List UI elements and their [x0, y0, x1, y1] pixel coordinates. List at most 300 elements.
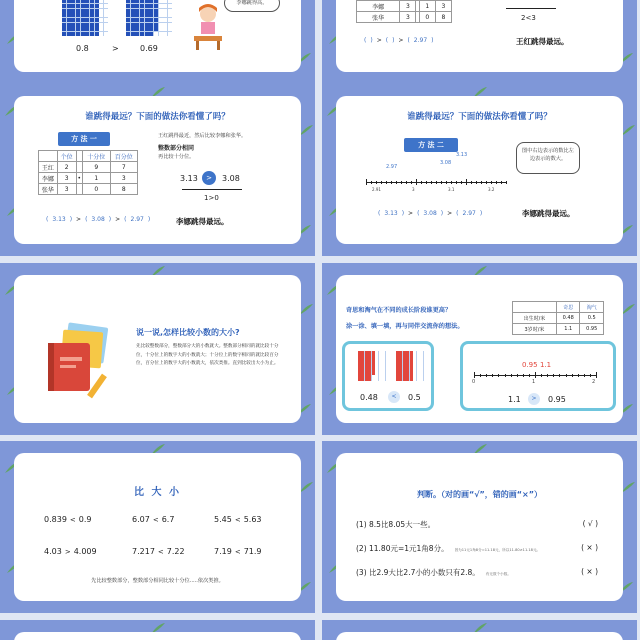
question-1: 奇思和淘气在不同的成长阶段谁更高？	[346, 307, 452, 314]
judge-row	[356, 567, 511, 578]
compare-item	[214, 515, 262, 524]
table-cell: 7	[110, 162, 137, 173]
tick	[466, 179, 467, 185]
grid-cell	[140, 0, 144, 3]
question-title: 谁跳得最远？下面的做法你看懂了吗？	[407, 112, 552, 122]
item-op: <	[234, 516, 241, 524]
grid-cell	[67, 9, 71, 13]
grid-cell	[154, 13, 158, 17]
tick	[572, 374, 573, 377]
header-cell: 个位	[57, 151, 76, 162]
comparison-op: >	[112, 44, 119, 53]
grid-cell	[149, 9, 153, 13]
table-cell: 1.1	[556, 324, 580, 335]
method-tag: 方 法 一	[58, 132, 110, 146]
grid-cell	[62, 32, 66, 36]
place-value-table	[356, 0, 452, 23]
grid-cell	[126, 27, 130, 31]
grid-cell	[90, 4, 94, 8]
slide-1[interactable]	[0, 0, 315, 84]
grid-cell	[159, 9, 163, 13]
table-row	[357, 1, 452, 12]
tick	[396, 181, 397, 184]
chain-token: (	[417, 210, 420, 217]
books-illustration	[44, 321, 124, 401]
judge-note: 因为11元1角8分=11.18元，所以11.80≠11.18元。	[454, 548, 541, 552]
grid-cell	[76, 18, 80, 22]
tick	[386, 181, 387, 184]
table-cell: 0.48	[556, 313, 580, 324]
label-3.13: 3.13	[456, 152, 468, 158]
grid-cell	[163, 13, 167, 17]
chain-token: >	[447, 210, 453, 217]
judge-note: 有无数个小数。	[485, 572, 511, 576]
grid-cell	[135, 13, 139, 17]
hint-bubble: 图中右边表示的数比左边表示的数大。	[516, 142, 580, 174]
chain-token: )	[69, 216, 73, 223]
grid-cell	[71, 9, 75, 13]
table-cell: 0	[419, 12, 435, 23]
tick	[406, 181, 407, 184]
tick	[371, 181, 372, 184]
grid-cell	[76, 32, 80, 36]
tick	[481, 181, 482, 184]
chain-token: 3.08	[91, 216, 105, 223]
grid-cell	[76, 27, 80, 31]
table-cell: 1	[419, 1, 435, 12]
place-value-table	[38, 150, 138, 195]
axis-2: 2	[592, 379, 596, 385]
chain-token: )	[147, 216, 151, 223]
grid-cell	[149, 27, 153, 31]
tick	[474, 372, 475, 378]
item-right: 71.9	[243, 547, 262, 556]
tick	[553, 374, 554, 377]
grid-cell	[135, 0, 139, 3]
grid-cell	[62, 23, 66, 27]
chain-token: 2.97	[130, 216, 144, 223]
tick	[578, 374, 579, 377]
grid-cell	[85, 0, 89, 3]
grid-cell	[140, 32, 144, 36]
tick	[401, 181, 402, 184]
slide-7-card	[14, 453, 301, 601]
grid-cell	[135, 18, 139, 22]
grid-cell	[85, 27, 89, 31]
grid-cell	[76, 9, 80, 13]
chain-token: 2.97	[462, 210, 476, 217]
item-op: <	[157, 548, 164, 556]
grid-cell	[81, 18, 85, 22]
brace-line	[506, 8, 556, 9]
tick	[523, 374, 524, 377]
winner-text: 王红跳得最远。	[516, 37, 569, 46]
left-b: 0.5	[408, 393, 421, 402]
tick	[506, 181, 507, 184]
axis-1: 1	[532, 379, 536, 385]
tick	[498, 374, 499, 377]
item-left: 7.19	[214, 547, 232, 556]
table-row	[39, 184, 138, 195]
table-cell: 3	[110, 173, 137, 184]
axis-3: 3	[412, 187, 415, 192]
grid-cell	[145, 23, 149, 27]
grid-cell	[163, 4, 167, 8]
grid-cell	[131, 32, 135, 36]
table-cell: 3	[400, 1, 416, 12]
decimal-grid-0.69	[126, 0, 172, 36]
grid-cell	[85, 9, 89, 13]
tick	[431, 181, 432, 184]
slide-5[interactable]	[0, 263, 315, 435]
item-left: 7.217	[132, 547, 155, 556]
grid-cell	[85, 32, 89, 36]
tick	[529, 374, 530, 377]
table-cell: 王红	[39, 162, 58, 173]
grid-cell	[99, 13, 103, 17]
item-op: >	[64, 548, 71, 556]
item-left: 6.07	[132, 515, 150, 524]
grid-cell	[168, 18, 172, 22]
header-cell	[39, 151, 58, 162]
grid-cell	[81, 27, 85, 31]
table-cell: 3	[435, 1, 451, 12]
axis-3.2: 3.2	[488, 187, 495, 192]
grid-cell	[145, 32, 149, 36]
grid-cell	[95, 27, 99, 31]
winner-text: 李娜跳得最远。	[522, 209, 575, 218]
chain-token: (	[46, 216, 49, 223]
grid-cell	[149, 4, 153, 8]
grid-cell	[168, 9, 172, 13]
grid-cell	[104, 18, 108, 22]
table-row	[513, 324, 604, 335]
grid-cell	[99, 32, 103, 36]
grid-cell	[140, 4, 144, 8]
grid-cell	[126, 13, 130, 17]
judge-mark[interactable]: ( √ )	[582, 519, 598, 528]
height-table	[512, 301, 604, 335]
grid-cell	[99, 27, 103, 31]
tick	[421, 181, 422, 184]
grid-cell	[90, 18, 94, 22]
grid-cell	[149, 13, 153, 17]
grid-cell	[140, 23, 144, 27]
grid-cell	[95, 9, 99, 13]
right-b: 0.95	[548, 395, 566, 404]
tick	[471, 181, 472, 184]
grid-cell	[90, 23, 94, 27]
grid-cell	[71, 32, 75, 36]
chain-token: 2.97	[413, 37, 428, 44]
grid-cell	[159, 0, 163, 3]
digit-comparison: 2<3	[521, 14, 536, 22]
left-a: 0.48	[360, 393, 378, 402]
tick	[451, 181, 452, 184]
chain	[46, 216, 154, 223]
grid-cell	[71, 18, 75, 22]
slide-6-card	[336, 275, 623, 423]
grid-0.5	[396, 351, 430, 381]
chain	[364, 37, 437, 44]
grid-cell	[81, 4, 85, 8]
chain-token: )	[392, 37, 395, 44]
tick	[584, 374, 585, 377]
tick	[492, 374, 493, 377]
grid-cell	[85, 13, 89, 17]
item-right: 5.63	[243, 515, 262, 524]
table-header	[39, 151, 138, 162]
grid-cell	[62, 0, 66, 3]
chain-token: >	[398, 37, 404, 44]
tick	[480, 374, 481, 377]
table-cell: 0.95	[580, 324, 604, 335]
grid-cell	[126, 32, 130, 36]
grid-cell	[90, 9, 94, 13]
chain-token: (	[364, 37, 367, 44]
chain-token: (	[456, 210, 459, 217]
slide-3[interactable]	[0, 84, 315, 256]
tick	[426, 181, 427, 184]
chain-token: (	[124, 216, 127, 223]
tick	[456, 181, 457, 184]
compare-item	[44, 547, 97, 556]
label-3.08: 3.08	[440, 160, 452, 166]
tick	[491, 181, 492, 184]
tick	[416, 179, 417, 185]
judge-text: (2) 11.80元=1元1角8分。	[356, 544, 449, 553]
chain-token: >	[376, 37, 382, 44]
table-row	[39, 162, 138, 173]
slide-9[interactable]	[0, 620, 315, 640]
tick	[391, 181, 392, 184]
grid-cell	[67, 13, 71, 17]
tick	[496, 181, 497, 184]
grid-cell	[149, 32, 153, 36]
grid-cell	[159, 4, 163, 8]
grid-cell	[81, 23, 85, 27]
grid-cell	[104, 0, 108, 3]
grid-cell	[76, 4, 80, 8]
grid-cell	[67, 32, 71, 36]
grid-cell	[149, 23, 153, 27]
grid-cell	[163, 9, 167, 13]
tick	[517, 374, 518, 377]
grid-cell	[81, 32, 85, 36]
slide-9-card	[14, 632, 301, 640]
grid-cell	[154, 18, 158, 22]
grid-cell	[154, 4, 158, 8]
compare-item	[132, 547, 185, 556]
grid-cell	[62, 18, 66, 22]
grid-cell	[427, 378, 430, 381]
grid-cell	[67, 4, 71, 8]
grid-cell	[67, 27, 71, 31]
desc-3: 再比较十分位。	[158, 154, 195, 160]
grid-cell	[104, 32, 108, 36]
table-cell: 2	[57, 162, 76, 173]
grid-cell	[67, 0, 71, 3]
slide-6[interactable]	[322, 263, 637, 435]
chain-token: )	[431, 37, 434, 44]
slide-4[interactable]	[322, 84, 637, 256]
header-cell: 淘气	[580, 302, 604, 313]
tick	[535, 372, 536, 378]
grid-cell	[126, 0, 130, 3]
grid-cell	[104, 9, 108, 13]
grid-cell	[62, 4, 66, 8]
table-cell: 0	[83, 184, 110, 195]
table-cell: 8	[435, 12, 451, 23]
axis-2.91: 2.91	[372, 187, 381, 192]
grid-cell	[62, 27, 66, 31]
table-cell: 张华	[357, 12, 400, 23]
method-tag: 方 法 二	[404, 138, 458, 152]
desc-1: 王红跳得最近，然后比较李娜和张华。	[158, 133, 247, 139]
grid-cell	[149, 0, 153, 3]
grid-cell	[163, 27, 167, 31]
grid-cell	[62, 13, 66, 17]
grid-cell	[85, 18, 89, 22]
chain-token: )	[401, 210, 405, 217]
item-right: 4.009	[73, 547, 97, 556]
judge-mark[interactable]: ( × )	[581, 543, 598, 552]
grid-cell	[389, 378, 392, 381]
item-left: 5.45	[214, 515, 232, 524]
chain-token: 3.13	[52, 216, 66, 223]
grid-cell	[95, 13, 99, 17]
grid-cell	[85, 23, 89, 27]
grid-cell	[168, 32, 172, 36]
tick	[486, 181, 487, 184]
nl-label-1.1: 1.1	[540, 361, 552, 369]
grid-cell	[154, 9, 158, 13]
grid-cell	[90, 0, 94, 3]
slide-1-card	[14, 0, 301, 72]
grid-cell	[90, 27, 94, 31]
judge-mark[interactable]: ( × )	[581, 567, 598, 576]
grid-cell	[76, 0, 80, 3]
grid-cell	[135, 9, 139, 13]
grid-cell	[159, 23, 163, 27]
chain-token: )	[479, 210, 483, 217]
chain	[378, 210, 486, 217]
chain-token: (	[85, 216, 88, 223]
table-row	[513, 313, 604, 324]
grid-cell	[99, 4, 103, 8]
grid-cell	[163, 18, 167, 22]
slide-10-card	[336, 632, 623, 640]
grid-cell	[81, 0, 85, 3]
winner-text: 李娜跳得最远。	[176, 217, 229, 226]
grid-cell	[67, 23, 71, 27]
grid-cell	[135, 27, 139, 31]
compare-item	[132, 515, 174, 524]
table-cell: 张华	[39, 184, 58, 195]
grid-cell	[95, 0, 99, 3]
axis-0: 0	[472, 379, 476, 385]
header-cell: 百分位	[110, 151, 137, 162]
judge-row	[356, 543, 540, 554]
compare-item	[214, 547, 262, 556]
grid-cell	[71, 13, 75, 17]
grid-cell	[135, 32, 139, 36]
grid-cell	[99, 9, 103, 13]
tick	[446, 181, 447, 184]
slide-7[interactable]	[0, 441, 315, 613]
grid-cell	[131, 0, 135, 3]
grid-cell	[145, 27, 149, 31]
slide-10[interactable]	[322, 620, 637, 640]
chain-token: )	[440, 210, 444, 217]
gt-circle: >	[202, 171, 216, 185]
judge-text: (1) 8.5比8.05大一些。	[356, 520, 436, 529]
grid-cell	[99, 18, 103, 22]
grid-cell	[145, 18, 149, 22]
grid-cell	[145, 9, 149, 13]
grid-0.48	[358, 351, 392, 381]
judge-row	[356, 519, 441, 530]
grid-cell	[168, 4, 172, 8]
right-value: 0.69	[140, 44, 158, 53]
tick	[381, 181, 382, 184]
grid-cell	[76, 23, 80, 27]
grid-cell	[168, 27, 172, 31]
right-a: 1.1	[508, 395, 521, 404]
tick	[461, 181, 462, 184]
desc-2: 整数部分相同	[158, 145, 195, 152]
table-cell: 3岁时/米	[513, 324, 557, 335]
tick	[511, 374, 512, 377]
tick	[590, 374, 591, 377]
item-right: 7.22	[166, 547, 185, 556]
table-row	[39, 173, 138, 184]
grid-cell	[145, 13, 149, 17]
table-cell: 0.5	[580, 313, 604, 324]
slide-8[interactable]	[322, 441, 637, 613]
tick	[441, 181, 442, 184]
item-op: <	[152, 516, 159, 524]
item-left: 0.839	[44, 515, 67, 524]
left-op: <	[388, 391, 400, 403]
header-cell	[513, 302, 557, 313]
decimal-grid-0.8	[62, 0, 108, 36]
header-cell: 奇思	[556, 302, 580, 313]
grid-cell	[154, 0, 158, 3]
chain-token: 3.13	[384, 210, 398, 217]
tick	[505, 374, 506, 377]
grid-cell	[131, 27, 135, 31]
grid-cell	[99, 23, 103, 27]
grid-cell	[135, 4, 139, 8]
grid-cell	[163, 32, 167, 36]
grid-cell	[163, 23, 167, 27]
slide-2[interactable]	[322, 0, 637, 84]
chain-token: >	[76, 216, 82, 223]
chain-token: >	[115, 216, 121, 223]
grid-cell	[163, 0, 167, 3]
grid-cell	[67, 18, 71, 22]
tick	[547, 374, 548, 377]
num-b: 3.08	[222, 174, 240, 183]
question-title: 谁跳得最远？下面的做法你看懂了吗？	[85, 112, 230, 122]
grid-cell	[154, 27, 158, 31]
table-cell: 8	[110, 184, 137, 195]
grid-cell	[95, 4, 99, 8]
judge-text: (3) 比2.9大比2.7小的小数只有2.8。	[356, 568, 480, 577]
grid-cell	[71, 4, 75, 8]
grid-cell	[159, 13, 163, 17]
